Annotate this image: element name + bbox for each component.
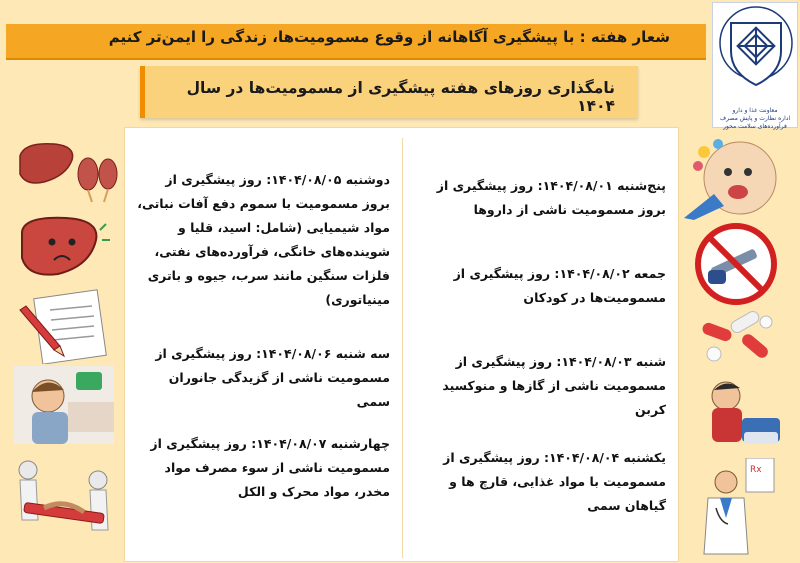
slogan: شعار هفته : با پیشگیری آگاهانه از وقوع مسمومیت‌ها، زندگی را ایمن‌تر کنیم bbox=[108, 28, 670, 46]
sad-liver-icon bbox=[14, 210, 114, 290]
svg-text:Rx: Rx bbox=[750, 465, 762, 475]
pencil-document-icon bbox=[14, 288, 114, 364]
pills-icon bbox=[692, 306, 782, 372]
day-entry-wednesday: چهارشنبه ۱۴۰۴/۰۸/۰۷: روز پیشگیری از مسمومیت ناشی از سوء مصرف مواد مخدر، مواد محرک و الکل bbox=[150, 436, 390, 499]
title-box bbox=[140, 66, 638, 118]
day-entry-friday: جمعه ۱۴۰۴/۰۸/۰۲: روز پیشگیری از مسمومیت‌ها در کودکان bbox=[453, 266, 666, 305]
no-drugs-icon bbox=[694, 222, 778, 306]
stretcher-icon bbox=[14, 450, 114, 558]
logo-shield-icon bbox=[713, 3, 799, 103]
page-title: نامگذاری روزهای هفته پیشگیری از مسمومیت‌ها در سال ۱۴۰۴ bbox=[186, 79, 615, 115]
liver-kidney-icon bbox=[14, 136, 118, 208]
logo-line-2: اداره نظارت و پایش مصرف فرآورده‌های سلامت محور bbox=[719, 114, 791, 130]
sick-man-icon bbox=[14, 366, 114, 444]
day-entry-thursday: پنج‌شنبه ۱۴۰۴/۰۸/۰۱: روز پیشگیری از بروز مسمومیت ناشی از داروها bbox=[436, 178, 666, 217]
logo-line-1: معاونت غذا و دارو bbox=[732, 107, 778, 114]
university-logo bbox=[712, 2, 798, 128]
day-entry-monday: دوشنبه ۱۴۰۴/۰۸/۰۵: روز پیشگیری از بروز مسمومیت با سموم دفع آفات نباتی، مواد شیمیایی (شامل: اسید، قلیا و شوینده‌های خانگی، فرآورده‌های نفتی، فلزات سنگین مانند سرب، جیوه و باتری مینیاتوری) bbox=[137, 172, 390, 307]
baby-pills-icon bbox=[684, 134, 784, 220]
distressed-man-icon bbox=[694, 374, 784, 454]
column-divider bbox=[402, 138, 403, 558]
day-entry-tuesday: سه شنبه ۱۴۰۴/۰۸/۰۶: روز پیشگیری از مسمومیت ناشی از گزیدگی جانوران سمی bbox=[155, 346, 390, 409]
day-entry-saturday: شنبه ۱۴۰۴/۰۸/۰۳: روز پیشگیری از مسمومیت ناشی از گازها و منوکسید کربن bbox=[442, 354, 666, 417]
day-entry-sunday: یکشنبه ۱۴۰۴/۰۸/۰۴: روز پیشگیری از مسمومیت با مواد غذایی، قارچ ها و گیاهان سمی bbox=[443, 450, 666, 513]
doctor-icon bbox=[696, 458, 786, 560]
